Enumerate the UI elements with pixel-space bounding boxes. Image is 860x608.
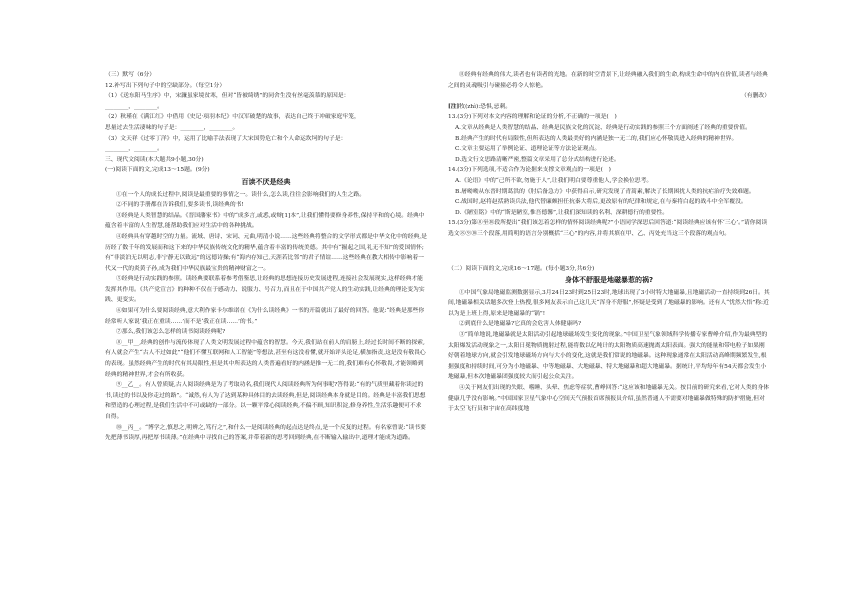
paragraph: ⑩__丙__。“博学之,慎思之,明辨之,笃行之”,和什么一是阅读经典的起点达是终点,是一个反复的过程。有名家曾说:“读书要先把薄书读厚,再把厚书读薄。”在经典中寻找自己的答案,并带着新的思考回到经典,在不断输入输出中,道理才能成为道路。 [105,424,426,442]
left-column [105,70,427,444]
section-heading: 三、现代文阅读(本大题共9小题,30分) [105,156,204,163]
section-heading: （三）默写（6分） [105,72,156,78]
paragraph: ②到底什么是地磁暴?它真的会危害人体健康吗? [459,321,582,328]
question-12-3: （3）文天祥《过零丁洋》中，运用了比喻手法表现了大宋国势危亡和个人命运坎坷的句子是： [105,135,347,142]
annotation-tag: [注] [448,103,460,110]
paragraph: ②不同的手册都在告诉我们,要多读书,读经典的书! [116,202,244,209]
paragraph: ④经典具有穿越时空的力量。流域、唐诗、宋词、元曲,明清小说……这些经典将整合的文学形式都是中华文化中的经典,是历经了数千年的发展而和这下来的中华民族传统文化的精华,蕴含着丰富的传统美德。其中有“掘起之国,礼无不知”的爱国情怀;有“非淡泊无以明志,非宁静无以致远”的远德诗操;有“海内存知己,天涯若比邻”的君子情谊……这些经典在教大相传中影响着一代又一代的炎黄子孙,成为我们中华民族最宝贵的精神财富之一。 [105,233,427,272]
source-note: （有删改） [741,93,770,100]
question-15: 15.(3分)第⑧至⑩段所提出“我们该怎着怎样的情怀阅读经典呢?”小语同学深思后回答道:“阅读经典应该有怀‘三心’。”请你阅读选文⑧⑨⑩三个段落,用简明的语言分别概括“三心”的内容,并将其填在甲、乙、丙处充当这三个段落的观点句。 [448,220,768,237]
paragraph: ④关于网友们出现的失眠、嗜睡、头晕、焦虑等症状,曹峥回答:“这应该和地磁暴无关。按目前的研究来看,它对人类的身体健康几乎没有影响。”中国国家卫星气象中心空间天气预报首席预报员介绍,虽然普通人不需要对地磁暴做特殊的防护措施,但对于太空飞行员和宇宙在高纬度地 [448,385,770,413]
option: C.文章主要运用了举例论证、道理论证等方法论证观点。 [455,146,601,153]
option: B.屠呦呦从东晋时期葛洪的《肘后备急方》中获得启示,研究发现了青蒿素,解决了长期困扰人类的抗疟治疗失效难题。 [455,188,755,195]
reading-heading: （二）阅读下面的文,完成16～17题。(每小题3分,共6分) [448,265,595,272]
question-14: 14.(3分)下列选项,不适合作为论据来支撑文章观点的一项是( ) [448,167,611,174]
paragraph: ①在一个人的成长过程中,阅读是最重要的事情之一。读什么,怎么读,往往会影响我们的人生之路。 [116,191,365,198]
annotation [448,102,770,113]
paragraph: ⑨__乙__。有人曾质疑,古人阅读经典是为了考取功名,我们现代人阅读经典所为何事呢?答得说:“有的气质里藏着你读过的书,读过的书以及你走过的路”。“诚然,有人为了达到某种具体目的去读经典,但是,阅读经典本身就是目的。经典是丰富我们思想和塑造的心理过程,是我们生活中不可或缺的一部分。以一颗平常心阅读经典,不偏不顾,知识积淀,修身养性,生活乐趣便可不求自得。 [105,382,426,420]
question-12-1: （1）《送东阳马生序》中，宋濂虽家境贫寒，但对“皆被绮绣”的同舍生没有丝毫羡慕的原因是： [105,93,350,100]
paragraph: ⑧__甲__,经典的创作与流传体现了人类文明发展过程中蕴含的智慧。今天,我们站在前人的肩膀上,经过长时间不断的探索,有人就会产生“古人不过如此”“他们不懂互联网和人工智能”等想法,甚至有这没看懂,就开始评头论足,横加指责,这是没有敬畏心的表现。虽然经典产生的时代有其局限性,但是其中所表达的人类普遍看好的内涵是推一无二的,我们难有心怀敬畏,才能领略到经典的精神世界,才会有所收获。 [105,339,426,378]
option: A.《论语》中的“己所不欲,勿施于人”,让我们明白要尊重他人,学会换位思考。 [455,177,653,184]
article-title: 身体不舒服是地磁暴惹的祸? [564,276,654,285]
right-column [448,70,770,415]
question-13: 13.(3分)下列对本文内容的理解和论证的分析,不正确的一项是( ) [448,114,617,121]
option: C.战国时,赵将赵括熟读兵法,他代替廉颇担任抗秦大将后,更改原有的纪律和规定,在与秦将白起的战斗中全军覆没。 [455,199,747,206]
paragraph: ⑦那么,我们该怎么怎样的读书阅读经典呢? [116,329,226,336]
option: B.经典产生的时代有局限性,但所表达的人类最美好的内涵是独一无二的,我们应心怀敬畏进入经典的精神世界。 [455,135,738,142]
question-12-2: （2）秋瑾在《满江红》中借用《史记·项羽本纪》中汉军破楚的故事，表达自己终于冲破家庭牢笼， [105,114,360,121]
reading-heading: (一)阅读下面的文,完成13～15题。(9分) [105,167,210,174]
option: D.选文行文思路清晰严密,整篇文章采用了总分式结构进行论述。 [455,156,620,163]
paragraph: ⑥如果可为什么要阅读经典,意大利作家卡尔维诺在《为什么读经典》一书的开篇就出了最好的回答。他说:“经典是那些你经常听人家说‘我正在重读……’而不是‘我正在读……’的书。” [105,308,425,325]
paragraph: ⑪经典有经典的伟大,读者也有读者的光地。在新的时空背景下,让经典融入我们的生命,构成生命中的内在价值,读者与经典之间的灵魂吸引与碰撞必将令人惊艳。 [448,72,768,89]
answer-blank: ________，________。 [105,103,163,110]
paragraph: ③“简单地说,地磁暴就是太阳活动引起地球磁场发生变化的现象。”中国卫星气象领域科学传播专家曹峥介绍,作为最典型的太阳爆发活动现象之一,太阳日冕物质抛射过程,能将数以亿吨计的太阳物质高速抛离太阳表面。强大的能量和带电粒子如果刚好朝着地球方向,就会引发地球磁场方向与大小的变化,这就是我们常说的地磁暴。这种现象通常在太阳活动高峰期频繁发生,根据强度和持续时间,可分为小地磁暴、中等地磁暴、大地磁暴、特大地磁暴和超大地磁暴。据统计,平均每年有54天都会发生小地磁暴,但本次地磁暴团强度较大而引起公众关注。 [448,332,768,381]
paragraph: ⑤经典是行动实践的参照。读经典要联系着参考借鉴思,让经典的思想连接历史发展进程,连接社会发展现实,这样经典才能发挥其作用。《共产党宣言》的种种不仅在于感动力、说服力、号召力,而且在于中国共产党人的生动实践,让经典的理论变为实践、更变实。 [105,276,425,304]
option: D.《陋室铭》中的“斯是陋室,惟吾德馨”,让我们深知读的名利、深耕德行的重要性。 [455,209,668,216]
spacer [448,240,770,252]
article-title: 百读不厌是经典 [241,177,291,186]
annotation-text: 牧(zhì):恐惧,忌刺。 [459,103,512,110]
answer-blank: ________，________。 [105,146,163,153]
paragraph: ③经典是人类智慧的结晶。《晋国藩家书》中的“成多言,或悉,或辩[1]本”,让我们懂得要修身养性,保持平和的心境。经典中蕴含着丰富的人生智慧,能帮助我们应对生活中的各种挑战。 [105,212,425,230]
paragraph: ①中国气象局地磁监测数据显示,3月24日23时到25日23时,地球出现了3小时特大地磁暴,且地磁活动一直持续到26日。其间,地磁暴相关话题多次登上热搜,很多网友表示自己这几天“浑身不舒服”,怀疑是受到了地磁暴的影响。还有人“忧然大悟”称:近以为是上班上得,原来是地磁暴的“锅”! [448,289,770,317]
answer-blank: 思量过去生活凄味的句子是：________，________。 [105,124,239,131]
question-12: 12.补写出下列句子中的空缺部分。（每空1分） [105,82,226,89]
option: A.文章从经典是人类智慧的结晶、经典是民族文化的沉淀、经典是行动实践的参照三个方面阐述了经典的重要价值。 [455,124,751,131]
spacer [448,252,770,264]
